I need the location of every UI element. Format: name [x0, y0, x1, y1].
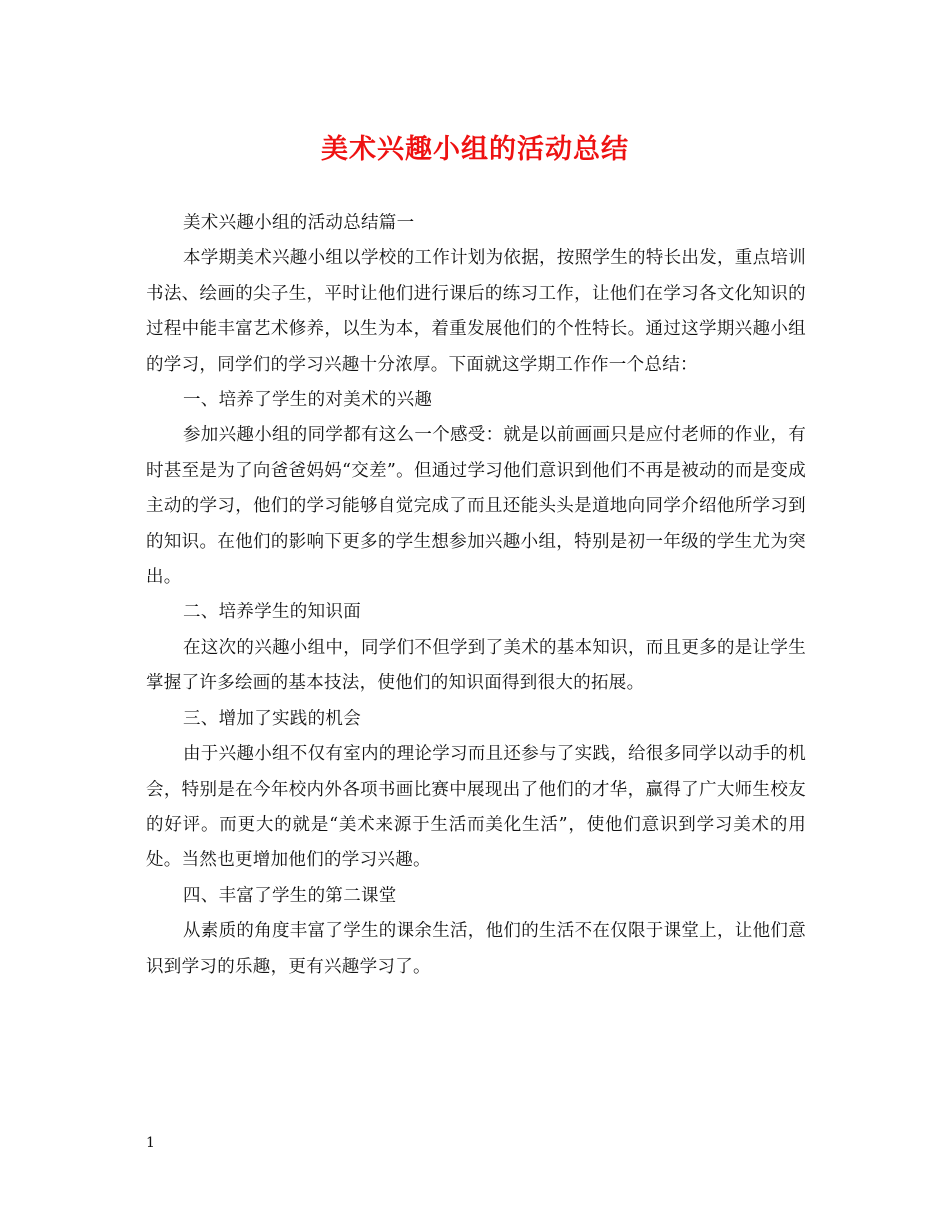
- document-title: 美术兴趣小组的活动总结: [321, 134, 629, 165]
- body-paragraph: 在这次的兴趣小组中，同学们不但学到了美术的基本知识，而且更多的是让学生掌握了许多绘画的基本技法，使他们的知识面得到很大的拓展。: [146, 637, 806, 694]
- section-heading: 三、增加了实践的机会: [183, 708, 361, 729]
- section-heading: 美术兴趣小组的活动总结篇一: [183, 213, 415, 233]
- page-number: 1: [146, 1135, 155, 1151]
- body-paragraph: 由于兴趣小组不仅有室内的理论学习而且还参与了实践，给很多同学以动手的机会，特别是在今年校内外各项书画比赛中展现出了他们的才华，赢得了广大师生校友的好评。而更大的就是“美术来源于生活而美化生活”，使他们意识到学习美术的用处。当然也更增加他们的学习兴趣。: [146, 744, 806, 871]
- body-paragraph: 本学期美术兴趣小组以学校的工作计划为依据，按照学生的特长出发，重点培训书法、绘画的尖子生，平时让他们进行课后的练习工作，让他们在学习各文化知识的过程中能丰富艺术修养，以生为本，着重发展他们的个性特长。通过这学期兴趣小组的学习，同学们的学习兴趣十分浓厚。下面就这学期工作作一个总结：: [146, 248, 806, 375]
- section-heading: 一、培养了学生的对美术的兴趣: [183, 390, 433, 411]
- section-heading: 二、培养学生的知识面: [183, 602, 361, 623]
- document-body: [146, 206, 806, 985]
- body-paragraph: 从素质的角度丰富了学生的课余生活，他们的生活不在仅限于课堂上，让他们意识到学习的乐趣，更有兴趣学习了。: [146, 921, 806, 977]
- section-heading: 四、丰富了学生的第二课堂: [183, 885, 397, 906]
- body-paragraph: 参加兴趣小组的同学都有这么一个感受：就是以前画画只是应付老师的作业，有时甚至是为了向爸爸妈妈“交差”。但通过学习他们意识到他们不再是被动的而是变成主动的学习，他们的学习能够自觉完成了而且还能头头是道地向同学介绍他所学习到的知识。在他们的影响下更多的学生想参加兴趣小组，特别是初一年级的学生尤为突出。: [146, 425, 806, 588]
